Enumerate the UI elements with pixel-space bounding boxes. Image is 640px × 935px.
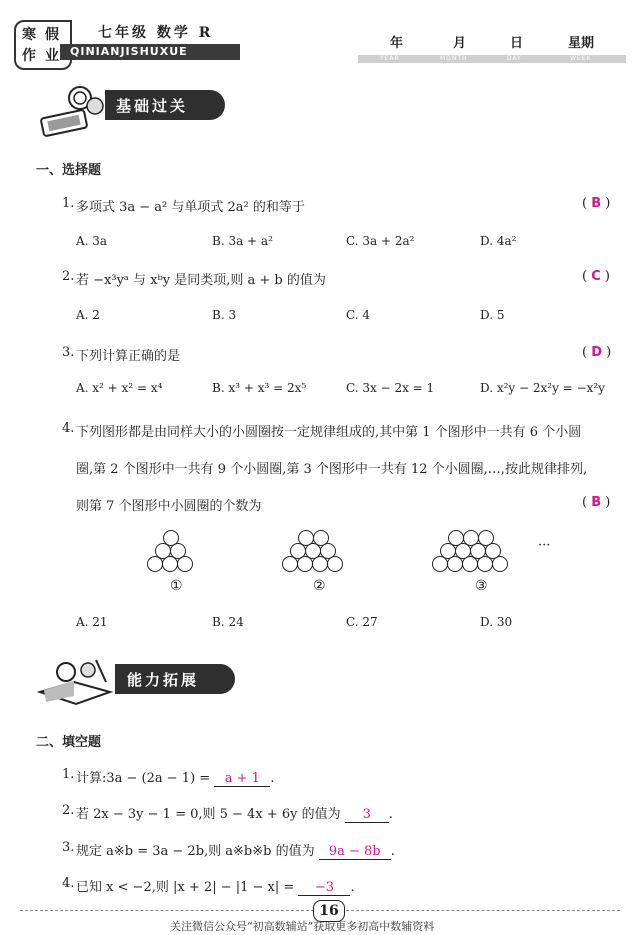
fill-3-answer: 9a − 8b: [319, 844, 391, 860]
q4-answer: ( B ): [582, 495, 611, 510]
fill-3-stem: 规定 a※b = 3a − 2b,则 a※b※b 的值为: [76, 844, 315, 859]
date-year-sub: YEAR: [380, 55, 400, 62]
fill-3-row: [76, 840, 395, 860]
fill-1-answer: a + 1: [214, 771, 270, 787]
q1-option-d: D. 4a²: [480, 234, 517, 248]
open-book-icon: [36, 652, 116, 707]
q3-answer-letter: D: [591, 345, 603, 360]
fill-2-stem: 若 2x − 3y − 1 = 0,则 5 − 4x + 6y 的值为: [76, 807, 341, 822]
basic-section-title: 基础过关: [116, 97, 189, 115]
q4-option-c: C. 27: [346, 615, 378, 629]
q4-stem-line-1: 下列图形都是由同样大小的小圆圈按一定规律组成的,其中第 1 个图形中一共有 6 个小圆: [76, 425, 582, 440]
q3-number: 3.: [62, 345, 75, 360]
fill-4-number: 4.: [62, 876, 75, 891]
book-title: 七年级 数学 R: [98, 25, 214, 41]
q2-option-d: D. 5: [480, 308, 505, 322]
q1-stem: 多项式 3a − a² 与单项式 2a² 的和等于: [76, 200, 305, 215]
fill-1-stem: 计算:3a − (2a − 1) =: [76, 771, 211, 786]
fill-2-answer: 3: [345, 807, 389, 823]
q3-stem: 下列计算正确的是: [76, 349, 181, 364]
q1-answer: ( B ): [582, 196, 611, 211]
date-week-sub: WEEK: [570, 55, 592, 62]
q4-answer-letter: B: [591, 495, 602, 510]
date-month-sub: MONTH: [440, 55, 468, 62]
figure-2-circles: [275, 530, 365, 575]
q4-option-d: D. 30: [480, 615, 513, 629]
badge-char-4: 业: [45, 48, 59, 64]
q1-answer-letter: B: [591, 196, 602, 211]
figure-1-circles: [140, 530, 230, 575]
date-day-label: 日: [510, 36, 524, 51]
fill-2-number: 2.: [62, 803, 75, 818]
fill-4-answer: −3: [298, 880, 350, 896]
figure-ellipsis: ···: [538, 538, 551, 553]
q1-number: 1.: [62, 196, 75, 211]
q4-option-b: B. 24: [212, 615, 244, 629]
q4-stem-line-3: 则第 7 个图形中小圆圈的个数为: [76, 499, 262, 514]
q1-option-a: A. 3a: [76, 234, 108, 248]
q3-option-c: C. 3x − 2x = 1: [346, 381, 435, 395]
q2-answer-letter: C: [591, 269, 601, 284]
footer-note: 关注微信公众号“初高数辅站”获取更多初高中数辅资料: [170, 920, 435, 933]
figure-3-circles: [425, 530, 545, 575]
q2-stem: 若 −x³yᵃ 与 xᵇy 是同类项,则 a + b 的值为: [76, 273, 326, 288]
q4-number: 4.: [62, 421, 75, 436]
badge-char-3: 作: [22, 48, 36, 64]
q4-option-a: A. 21: [76, 615, 108, 629]
fill-1-row: [76, 767, 274, 787]
q2-number: 2.: [62, 269, 75, 284]
fill-1-tail: .: [270, 771, 275, 786]
figure-1-label: ①: [170, 578, 183, 594]
figure-3-label: ③: [475, 578, 488, 594]
fill-1-number: 1.: [62, 767, 75, 782]
q2-answer: ( C ): [582, 269, 610, 284]
date-month-label: 月: [453, 36, 467, 51]
fill-4-row: [76, 876, 355, 896]
badge-char-1: 寒: [22, 27, 36, 43]
q3-answer: ( D ): [582, 345, 612, 360]
q3-option-a: A. x² + x² = x⁴: [76, 381, 163, 395]
figure-2-label: ②: [313, 578, 326, 594]
q2-option-a: A. 2: [76, 308, 100, 322]
date-day-sub: DAY: [507, 55, 522, 62]
fill-3-tail: .: [390, 844, 395, 859]
q1-option-b: B. 3a + a²: [212, 234, 273, 248]
section-fill-title: 二、填空题: [36, 735, 102, 750]
fill-2-tail: .: [388, 807, 393, 822]
q4-stem-line-2: 圈,第 2 个图形中一共有 9 个小圆圈,第 3 个图形中一共有 12 个小圆圈,…,按此规律排列,: [76, 462, 588, 477]
q1-option-c: C. 3a + 2a²: [346, 234, 415, 248]
date-week-label: 星期: [568, 36, 595, 51]
date-year-label: 年: [390, 36, 404, 51]
page-number: 16: [313, 900, 345, 922]
reading-student-icon: [40, 80, 110, 140]
q2-option-b: B. 3: [212, 308, 237, 322]
badge-char-2: 假: [45, 27, 59, 43]
fill-4-tail: .: [350, 880, 355, 895]
q3-option-b: B. x³ + x³ = 2x⁵: [212, 381, 307, 395]
section-choice-title: 一、选择题: [36, 163, 102, 178]
book-pinyin: QINIANJISHUXUE: [70, 45, 188, 58]
fill-4-stem: 已知 x < −2,则 |x + 2| − |1 − x| =: [76, 880, 295, 895]
q3-option-d: D. x²y − 2x²y = −x²y: [480, 381, 605, 395]
fill-2-row: [76, 803, 393, 823]
q2-option-c: C. 4: [346, 308, 371, 322]
fill-3-number: 3.: [62, 840, 75, 855]
extension-section-title: 能力拓展: [127, 671, 200, 689]
